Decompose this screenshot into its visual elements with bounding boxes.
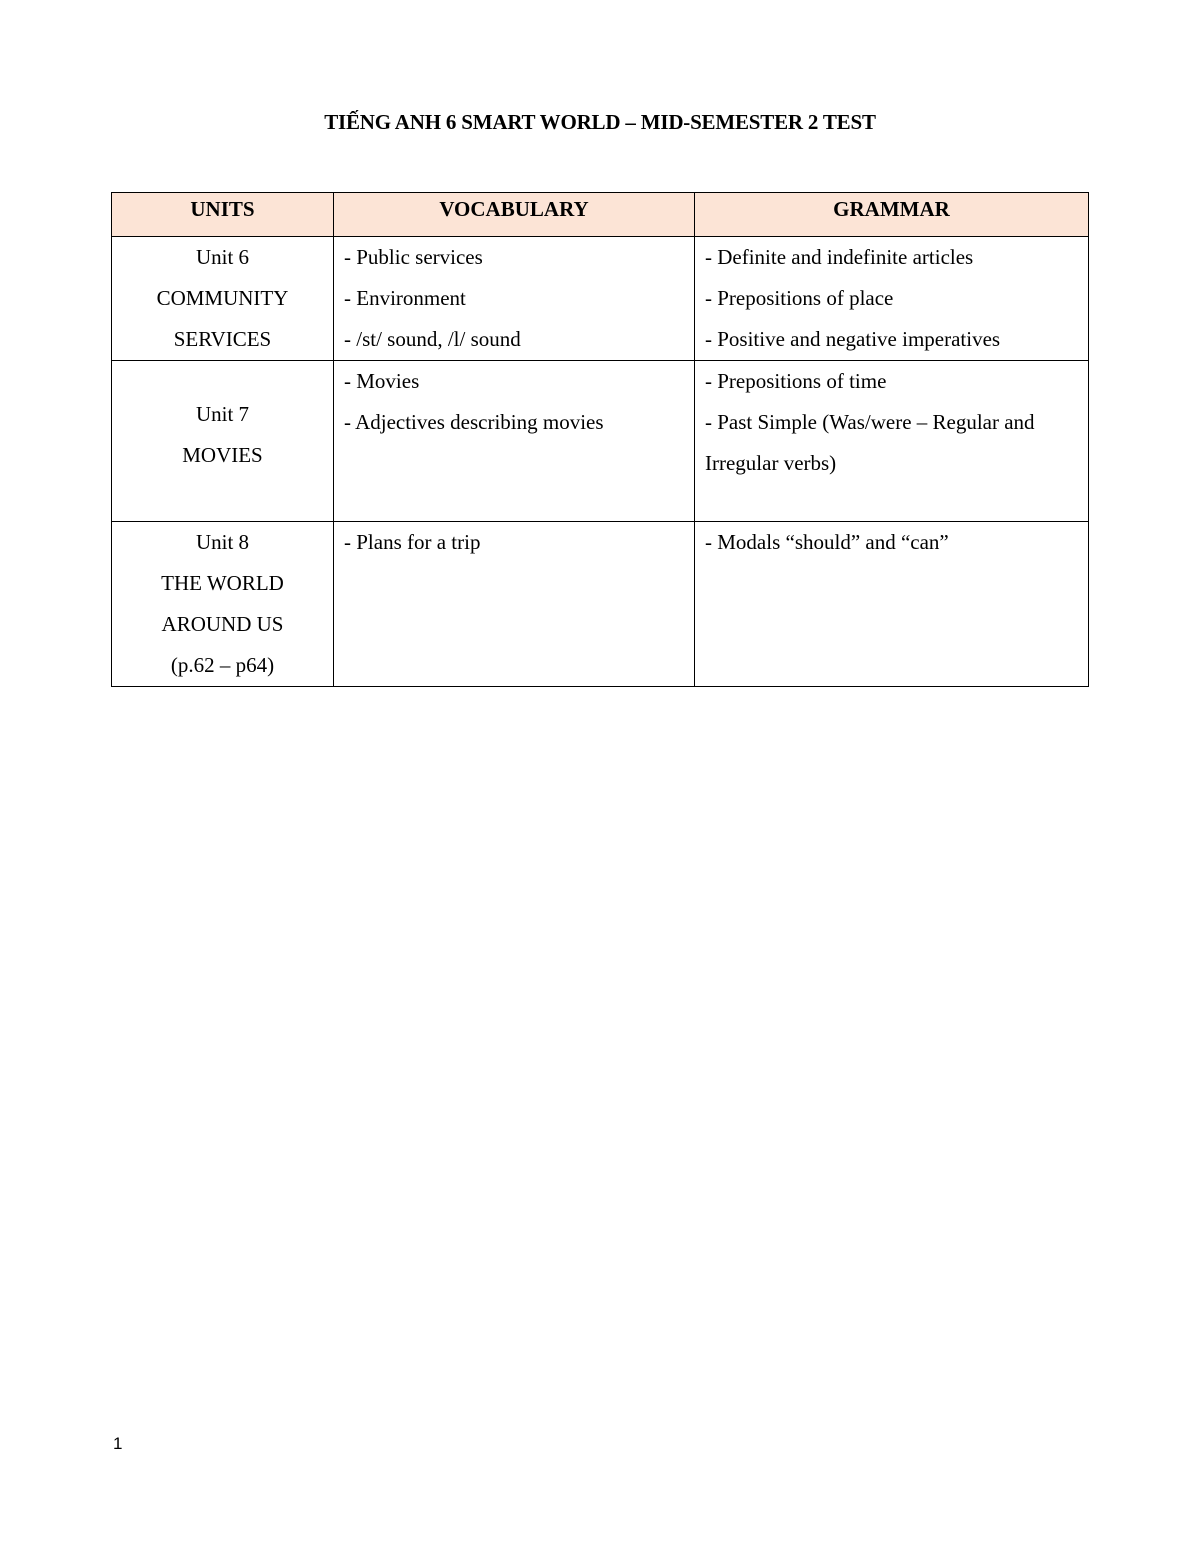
unit-title-line: MOVIES [182,443,263,467]
unit-cell [112,522,334,687]
grammar-item: - Prepositions of time [705,369,887,393]
unit-title-line: THE WORLD [161,571,284,595]
header-grammar: GRAMMAR [695,193,1089,237]
table-row [112,237,1089,361]
grammar-cell [695,361,1089,522]
table-header-row [112,193,1089,237]
grammar-item: - Prepositions of place [705,286,894,310]
table-row [112,522,1089,687]
unit-title-line: AROUND US [161,612,284,636]
unit-title-line: COMMUNITY [156,286,289,310]
unit-pages: (p.62 – p64) [170,653,275,677]
grammar-item: - Past Simple (Was/were – Regular and Irregular verbs) [705,410,1035,475]
unit-name: Unit 6 [195,245,250,269]
vocabulary-cell [334,237,695,361]
page-title: TIẾNG ANH 6 SMART WORLD – MID-SEMESTER 2 TEST [324,110,876,134]
vocabulary-cell [334,522,695,687]
unit-name: Unit 7 [195,402,250,426]
vocabulary-cell [334,361,695,522]
vocabulary-item: - /st/ sound, /l/ sound [344,327,521,351]
unit-title-line: SERVICES [173,327,272,351]
vocabulary-item: - Adjectives describing movies [344,410,604,434]
page-number: 1 [113,1434,123,1453]
header-vocabulary: VOCABULARY [334,193,695,237]
grammar-cell [695,522,1089,687]
unit-cell [112,361,334,522]
grammar-item: - Definite and indefinite articles [705,245,974,269]
grammar-item: - Positive and negative imperatives [705,327,1001,351]
vocabulary-item: - Environment [344,286,466,310]
vocabulary-item: - Movies [344,369,420,393]
vocabulary-item: - Public services [344,245,483,269]
vocabulary-item: - Plans for a trip [344,530,481,554]
unit-cell [112,237,334,361]
grammar-item: - Modals “should” and “can” [705,530,949,554]
table-row [112,361,1089,522]
grammar-cell [695,237,1089,361]
unit-name: Unit 8 [195,530,250,554]
header-units: UNITS [112,193,334,237]
syllabus-table [111,192,1089,687]
